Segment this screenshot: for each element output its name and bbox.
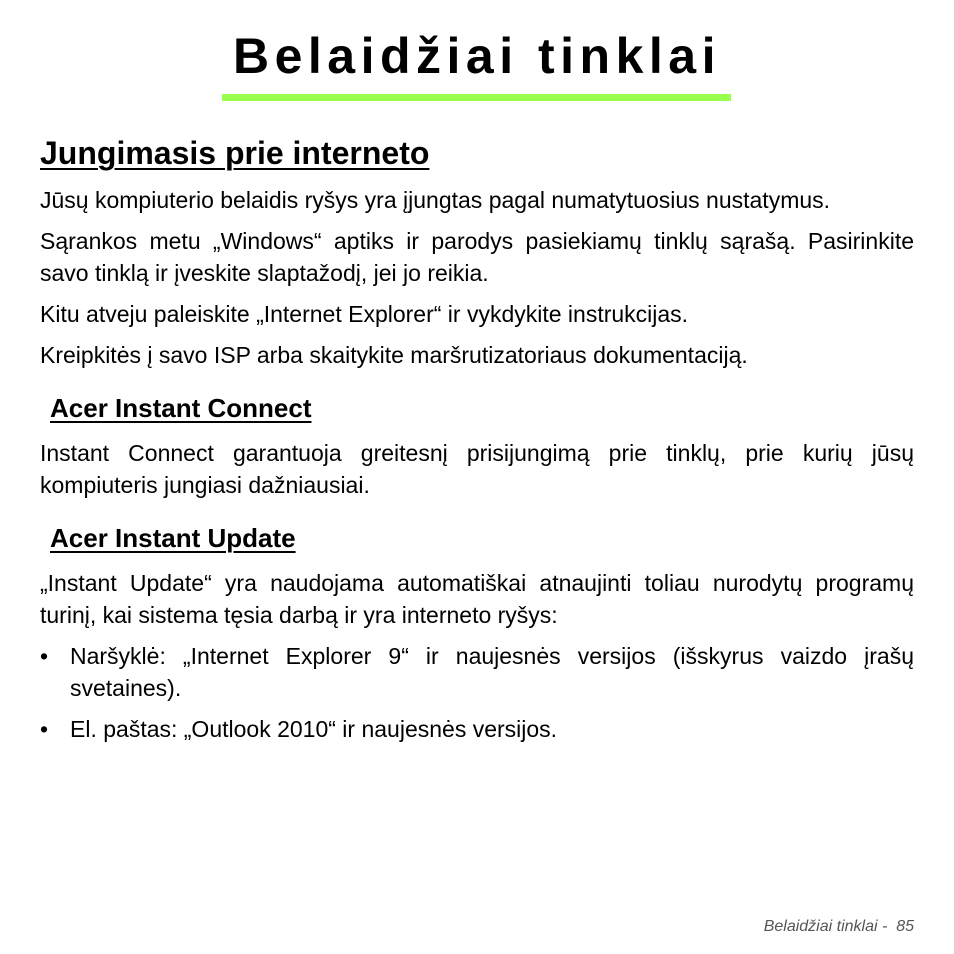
paragraph-instant-connect: Instant Connect garantuoja greitesnį prisijungimą prie tinklų, prie kurių jūsų kompiuteris jungiasi dažniausiai.: [40, 440, 914, 498]
list-item-text: Naršyklė: „Internet Explorer 9“ ir naujesnės versijos (išskyrus vaizdo įrašų svetaines).: [70, 643, 914, 701]
footer-section-name: Belaidžiai tinklai -: [763, 918, 888, 935]
paragraph-setup-network-list: Sąrankos metu „Windows“ aptiks ir parodys pasiekiamų tinklų sąrašą. Pasirinkite savo tinklą ir įveskite slaptažodį, jei jo reikia.: [40, 228, 914, 286]
subheading-instant-connect: Acer Instant Connect: [50, 393, 312, 423]
list-item: [40, 713, 914, 745]
paragraph-instant-update: „Instant Update“ yra naudojama automatiškai atnaujinti toliau nurodytų programų turinį, kai sistema tęsia darbą ir yra interneto ryšys:: [40, 570, 914, 628]
bullet-icon: •: [40, 643, 49, 669]
page-footer: [764, 917, 914, 937]
subheading-instant-update: Acer Instant Update: [50, 523, 296, 553]
section-heading-internet: Jungimasis prie interneto: [40, 135, 430, 171]
update-bullet-list: [40, 640, 914, 745]
bullet-icon: •: [40, 716, 49, 742]
page-title: Belaidžiai tinklai: [232, 28, 721, 84]
footer-page-number: 85: [896, 918, 914, 935]
paragraph-wireless-default: Jūsų kompiuterio belaidis ryšys yra įjungtas pagal numatytuosius nustatymus.: [40, 187, 831, 213]
page-content: [40, 133, 914, 754]
list-item-text: El. paštas: „Outlook 2010“ ir naujesnės versijos.: [70, 716, 558, 742]
title-underline-bar: [222, 94, 731, 101]
list-item: [40, 640, 914, 704]
paragraph-internet-explorer: Kitu atveju paleiskite „Internet Explorer“ ir vykdykite instrukcijas.: [40, 301, 689, 327]
paragraph-isp-router: Kreipkitės į savo ISP arba skaitykite maršrutizatoriaus dokumentaciją.: [40, 342, 748, 368]
